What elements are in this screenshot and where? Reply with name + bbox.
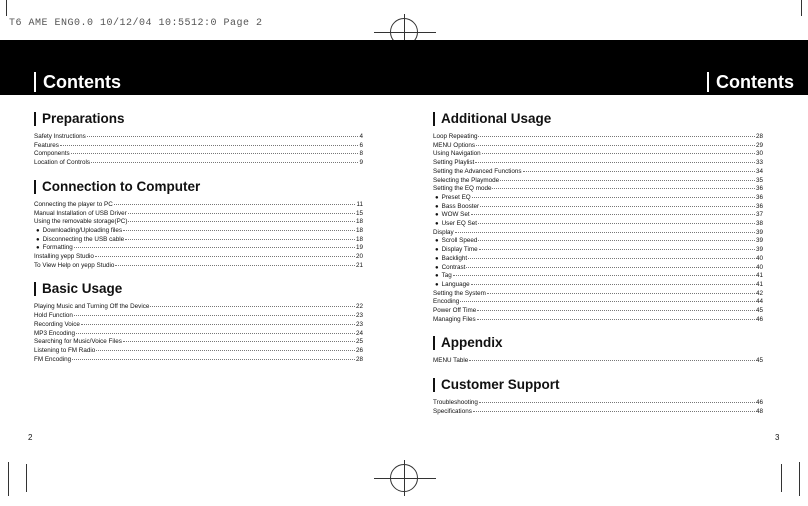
toc-entry-page: 45 bbox=[755, 357, 763, 365]
toc-entry-page: 39 bbox=[755, 228, 763, 236]
toc-entry-label: Setting Playlist bbox=[433, 159, 475, 167]
toc-entry[interactable] bbox=[433, 142, 763, 151]
crop-mark-bottom-right bbox=[799, 462, 800, 496]
toc-entry[interactable] bbox=[433, 272, 763, 281]
dot-leader bbox=[479, 249, 755, 250]
toc-entry-label: Troubleshooting bbox=[433, 399, 478, 407]
toc-entry-label: FM Encoding bbox=[34, 355, 72, 363]
toc-entry-label: Display bbox=[433, 228, 454, 236]
toc-entry-page: 26 bbox=[355, 346, 363, 354]
toc-entry-page: 8 bbox=[359, 150, 363, 158]
toc-entry[interactable] bbox=[34, 159, 363, 168]
toc-section-appendix bbox=[433, 336, 763, 366]
toc-entry-page: 9 bbox=[359, 159, 363, 167]
toc-entry-label: ● Scroll Speed bbox=[433, 237, 477, 246]
section-title: Preparations bbox=[34, 112, 363, 126]
toc-entry-page: 35 bbox=[755, 176, 763, 184]
toc-entry-label: Components bbox=[34, 150, 70, 158]
dot-leader bbox=[60, 145, 359, 146]
toc-entry-page: 11 bbox=[356, 200, 363, 208]
dot-leader bbox=[500, 180, 755, 181]
toc-entry-page: 23 bbox=[355, 312, 363, 320]
toc-entry-label: Encoding bbox=[433, 298, 460, 306]
section-title: Appendix bbox=[433, 336, 763, 350]
section-title: Connection to Computer bbox=[34, 180, 363, 194]
toc-entry[interactable] bbox=[34, 236, 363, 245]
toc-entry-label: Installing yepp Studio bbox=[34, 253, 94, 261]
toc-entry-label: ● Downloading/Uploading files bbox=[34, 227, 122, 236]
toc-entry-label: ● Language bbox=[433, 281, 470, 290]
dot-leader bbox=[487, 293, 755, 294]
toc-entry-label: ● Display Time bbox=[433, 246, 478, 255]
crop-mark-top-right bbox=[801, 0, 802, 16]
dot-leader bbox=[74, 247, 355, 248]
toc-entry[interactable] bbox=[433, 298, 763, 307]
toc-entry-page: 18 bbox=[355, 235, 363, 243]
toc-entry-label: ● Bass Booster bbox=[433, 203, 479, 212]
dot-leader bbox=[477, 310, 755, 311]
toc-entry-label: Playing Music and Turning Off the Device bbox=[34, 303, 150, 311]
toc-entry-label: ● Tag bbox=[433, 272, 452, 281]
toc-entry[interactable] bbox=[34, 356, 363, 365]
toc-entry[interactable] bbox=[34, 321, 363, 330]
toc-entry-page: 44 bbox=[755, 298, 763, 306]
toc-entry-page: 36 bbox=[755, 185, 763, 193]
toc-entry-page: 33 bbox=[755, 159, 763, 167]
toc-entry-page: 28 bbox=[355, 355, 363, 363]
toc-entry-page: 45 bbox=[755, 307, 763, 315]
dot-leader bbox=[479, 402, 755, 403]
toc-entry-page: 6 bbox=[359, 141, 363, 149]
entry-list bbox=[34, 133, 363, 168]
toc-entry[interactable] bbox=[34, 201, 363, 210]
dot-leader bbox=[472, 197, 755, 198]
toc-entry-label: Searching for Music/Voice Files bbox=[34, 338, 122, 346]
toc-entry-page: 21 bbox=[355, 261, 363, 269]
toc-entry[interactable] bbox=[433, 194, 763, 203]
toc-entry[interactable] bbox=[433, 281, 763, 290]
toc-entry-label: Using Navigation bbox=[433, 150, 481, 158]
toc-entry-page: 24 bbox=[355, 329, 363, 337]
toc-entry-page: 18 bbox=[355, 218, 363, 226]
toc-entry-page: 48 bbox=[755, 407, 763, 415]
toc-entry-label: Setting the EQ mode bbox=[433, 185, 492, 193]
toc-entry[interactable] bbox=[433, 264, 763, 273]
toc-entry-page: 25 bbox=[355, 338, 363, 346]
entry-list bbox=[433, 357, 763, 366]
toc-section-basic-usage bbox=[34, 282, 363, 364]
header-banner bbox=[0, 40, 808, 95]
dot-leader bbox=[128, 213, 355, 214]
toc-entry[interactable] bbox=[34, 244, 363, 253]
dot-leader bbox=[480, 206, 755, 207]
toc-entry-page: 46 bbox=[755, 315, 763, 323]
toc-section-additional-usage bbox=[433, 112, 763, 324]
print-slug: T6 AME ENG0.0 10/12/04 10:5512:0 Page 2 bbox=[9, 18, 263, 29]
section-title: Additional Usage bbox=[433, 112, 763, 126]
toc-entry[interactable] bbox=[433, 246, 763, 255]
toc-entry-label: MENU Options bbox=[433, 141, 475, 149]
toc-entry-label: Power Off Time bbox=[433, 307, 477, 315]
toc-entry-label: Manual Installation of USB Driver bbox=[34, 209, 127, 217]
toc-entry[interactable] bbox=[433, 159, 763, 168]
toc-entry-page: 38 bbox=[755, 220, 763, 228]
toc-entry[interactable] bbox=[34, 303, 363, 312]
entry-list bbox=[34, 303, 363, 364]
toc-entry-page: 37 bbox=[755, 211, 763, 219]
right-page-number: 3 bbox=[775, 433, 780, 442]
entry-list bbox=[433, 399, 763, 416]
dot-leader bbox=[71, 153, 359, 154]
toc-entry-page: 41 bbox=[755, 272, 763, 280]
toc-entry-page: 36 bbox=[755, 202, 763, 210]
toc-entry-label: Loop Repeating bbox=[433, 133, 478, 140]
dot-leader bbox=[74, 315, 355, 316]
dot-leader bbox=[469, 360, 755, 361]
toc-entry-label: Specifications bbox=[433, 407, 472, 415]
dot-leader bbox=[471, 284, 755, 285]
left-toc-column bbox=[34, 112, 363, 376]
entry-list bbox=[34, 201, 363, 271]
toc-entry-label: ● Preset EQ bbox=[433, 194, 471, 203]
toc-entry[interactable] bbox=[433, 307, 763, 316]
toc-entry[interactable] bbox=[34, 330, 363, 339]
toc-entry-page: 29 bbox=[755, 141, 763, 149]
toc-section-connection bbox=[34, 180, 363, 271]
toc-entry[interactable] bbox=[433, 290, 763, 299]
dot-leader bbox=[466, 267, 755, 268]
dot-leader bbox=[114, 204, 356, 205]
toc-entry-label: Selecting the Playmode bbox=[433, 176, 500, 184]
toc-entry-page: 22 bbox=[355, 303, 363, 311]
toc-entry-page: 41 bbox=[755, 280, 763, 288]
toc-entry[interactable] bbox=[433, 185, 763, 194]
toc-entry[interactable] bbox=[433, 203, 763, 212]
toc-entry-label: ● User EQ Set bbox=[433, 220, 477, 229]
toc-entry-page: 30 bbox=[755, 150, 763, 158]
toc-entry[interactable] bbox=[433, 211, 763, 220]
toc-entry-page: 4 bbox=[359, 133, 363, 140]
crop-mark-bottom-right-inner bbox=[781, 464, 782, 492]
dot-leader bbox=[76, 333, 355, 334]
dot-leader bbox=[91, 162, 358, 163]
dot-leader bbox=[455, 232, 755, 233]
toc-entry-label: Recording Voice bbox=[34, 320, 80, 328]
toc-entry-page: 46 bbox=[755, 399, 763, 407]
dot-leader bbox=[475, 162, 755, 163]
dot-leader bbox=[125, 239, 355, 240]
toc-entry-label: Using the removable storage(PC) bbox=[34, 218, 128, 226]
toc-section-customer-support bbox=[433, 378, 763, 416]
toc-entry[interactable] bbox=[34, 150, 363, 159]
toc-entry-label: ● WOW Set bbox=[433, 211, 470, 220]
crop-mark-bottom-left bbox=[8, 462, 9, 496]
toc-entry-label: ● Disconnecting the USB cable bbox=[34, 236, 124, 245]
toc-entry[interactable] bbox=[433, 316, 763, 325]
toc-entry[interactable] bbox=[433, 237, 763, 246]
toc-entry-label: To View Help on yepp Studio bbox=[34, 261, 115, 269]
dot-leader bbox=[115, 265, 355, 266]
toc-entry-label: Connecting the player to PC bbox=[34, 200, 113, 208]
dot-leader bbox=[468, 258, 755, 259]
toc-entry-page: 39 bbox=[755, 237, 763, 245]
dot-leader bbox=[473, 411, 755, 412]
toc-entry-label: Location of Controls bbox=[34, 159, 91, 167]
crop-mark-top-left bbox=[6, 0, 7, 16]
toc-entry[interactable] bbox=[34, 338, 363, 347]
dot-leader bbox=[478, 136, 755, 137]
toc-entry-page: 19 bbox=[355, 244, 363, 252]
dot-leader bbox=[482, 153, 755, 154]
toc-entry[interactable] bbox=[433, 255, 763, 264]
toc-entry-page: 40 bbox=[755, 263, 763, 271]
dot-leader bbox=[460, 301, 755, 302]
right-toc-column bbox=[433, 112, 763, 429]
entry-list bbox=[433, 133, 763, 324]
toc-entry-label: Managing Files bbox=[433, 315, 476, 323]
toc-entry[interactable] bbox=[34, 347, 363, 356]
right-page-title: Contents bbox=[707, 72, 794, 92]
toc-entry-label: Setting the System bbox=[433, 289, 486, 297]
toc-entry-page: 23 bbox=[355, 320, 363, 328]
toc-entry-label: Hold Function bbox=[34, 312, 73, 320]
toc-entry[interactable] bbox=[433, 399, 763, 408]
dot-leader bbox=[492, 188, 755, 189]
toc-entry-page: 15 bbox=[355, 209, 363, 217]
section-title: Customer Support bbox=[433, 378, 763, 392]
toc-entry-page: 20 bbox=[355, 253, 363, 261]
toc-entry-page: 36 bbox=[755, 193, 763, 201]
toc-entry[interactable] bbox=[433, 150, 763, 159]
toc-entry[interactable] bbox=[34, 218, 363, 227]
dot-leader bbox=[478, 223, 755, 224]
dot-leader bbox=[123, 341, 355, 342]
toc-entry-page: 39 bbox=[755, 246, 763, 254]
toc-entry[interactable] bbox=[433, 220, 763, 229]
toc-entry-page: 28 bbox=[755, 133, 763, 140]
dot-leader bbox=[72, 359, 355, 360]
dot-leader bbox=[81, 324, 355, 325]
dot-leader bbox=[477, 319, 755, 320]
dot-leader bbox=[95, 256, 355, 257]
toc-entry[interactable] bbox=[433, 408, 763, 417]
dot-leader bbox=[476, 145, 755, 146]
toc-entry-page: 40 bbox=[755, 254, 763, 262]
dot-leader bbox=[96, 350, 355, 351]
dot-leader bbox=[123, 230, 355, 231]
toc-entry-label: MP3 Encoding bbox=[34, 329, 75, 337]
toc-entry-label: Safety Instructions bbox=[34, 133, 86, 140]
toc-entry[interactable] bbox=[34, 210, 363, 219]
toc-entry-page: 18 bbox=[355, 226, 363, 234]
toc-entry-page: 34 bbox=[755, 167, 763, 175]
left-page-number: 2 bbox=[28, 433, 33, 442]
toc-entry[interactable] bbox=[34, 312, 363, 321]
toc-entry[interactable] bbox=[34, 133, 363, 142]
toc-entry[interactable] bbox=[34, 253, 363, 262]
toc-entry-label: Setting the Advanced Functions bbox=[433, 167, 522, 175]
toc-entry-label: Listening to FM Radio bbox=[34, 346, 96, 354]
toc-entry[interactable] bbox=[34, 227, 363, 236]
toc-entry[interactable] bbox=[433, 229, 763, 238]
toc-entry[interactable] bbox=[34, 262, 363, 271]
dot-leader bbox=[523, 171, 755, 172]
toc-entry-label: ● Backlight bbox=[433, 255, 467, 264]
dot-leader bbox=[150, 306, 355, 307]
section-title: Basic Usage bbox=[34, 282, 363, 296]
left-page-title: Contents bbox=[34, 72, 121, 92]
toc-entry[interactable] bbox=[34, 142, 363, 151]
dot-leader bbox=[453, 275, 755, 276]
toc-entry[interactable] bbox=[433, 357, 763, 366]
dot-leader bbox=[478, 240, 755, 241]
toc-entry[interactable] bbox=[433, 133, 763, 142]
crop-mark-bottom-left-inner bbox=[26, 464, 27, 492]
toc-entry-label: ● Formatting bbox=[34, 244, 73, 253]
dot-leader bbox=[471, 214, 755, 215]
toc-entry[interactable] bbox=[433, 168, 763, 177]
toc-section-preparations bbox=[34, 112, 363, 168]
dot-leader bbox=[128, 221, 355, 222]
toc-entry-label: Features bbox=[34, 141, 59, 149]
toc-entry-label: MENU Table bbox=[433, 357, 469, 365]
toc-entry[interactable] bbox=[433, 177, 763, 186]
toc-entry-page: 42 bbox=[755, 289, 763, 297]
toc-entry-label: ● Contrast bbox=[433, 264, 465, 273]
dot-leader bbox=[87, 136, 359, 137]
